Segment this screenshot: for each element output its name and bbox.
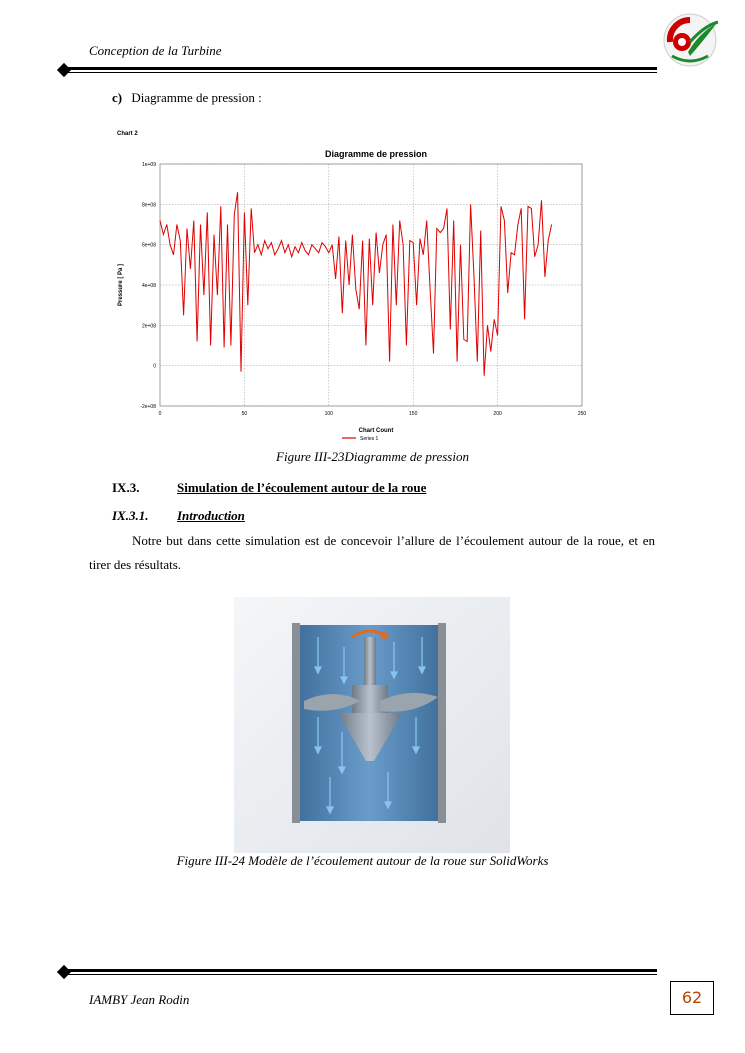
pressure-chart	[112, 126, 602, 446]
x-tick-label: 100	[324, 411, 333, 417]
chart-title: Diagramme de pression	[324, 149, 428, 159]
x-tick-label: 50	[241, 411, 248, 417]
x-tick-label: 200	[493, 411, 502, 417]
x-axis-label: Chart Count	[358, 428, 394, 434]
series-1-line	[160, 192, 552, 376]
figure-23-caption: Figure III-23Diagramme de pression	[276, 449, 469, 464]
chart-label: Chart 2	[117, 131, 138, 137]
y-tick-label: 1e+09	[141, 162, 156, 168]
figure-24-caption: Figure III-24 Modèle de l’écoulement autour de la roue sur SolidWorks	[176, 853, 549, 868]
university-logo	[660, 12, 720, 68]
section-ix31-number: IX.3.1.	[112, 508, 149, 523]
section-c-title: Diagramme de pression :	[131, 90, 262, 105]
legend-entry: Series 1	[360, 436, 379, 442]
section-c-heading	[112, 90, 262, 106]
y-tick-label: 8e+08	[141, 202, 156, 209]
y-tick-label: 4e+08	[141, 283, 156, 289]
solidworks-flow-model-image	[234, 597, 510, 853]
y-tick-label: 2e+08	[141, 323, 156, 330]
footer-rule	[62, 968, 657, 976]
y-axis-label: Pressure [ Pa ]	[118, 263, 124, 307]
header-rule	[62, 66, 657, 74]
intro-paragraph: Notre but dans cette simulation est de concevoir l’allure de l’écoulement autour de la roue, et en tirer des résultats.	[89, 533, 655, 572]
x-tick-label: 0	[158, 411, 162, 417]
y-tick-label: 6e+08	[141, 242, 156, 249]
section-ix3-title: Simulation de l’écoulement autour de la roue	[177, 480, 427, 495]
x-tick-label: 250	[577, 411, 587, 417]
y-tick-label: -2e+08	[140, 404, 156, 410]
page-number: 62	[670, 981, 714, 1015]
section-ix31-title: Introduction	[177, 508, 245, 523]
y-tick-label: 0	[153, 363, 156, 370]
section-c-label: c)	[112, 90, 123, 105]
header-title: Conception de la Turbine	[89, 43, 222, 58]
footer-author: IAMBY Jean Rodin	[89, 992, 190, 1007]
x-tick-label: 150	[409, 411, 418, 417]
section-ix3-number: IX.3.	[112, 480, 140, 495]
